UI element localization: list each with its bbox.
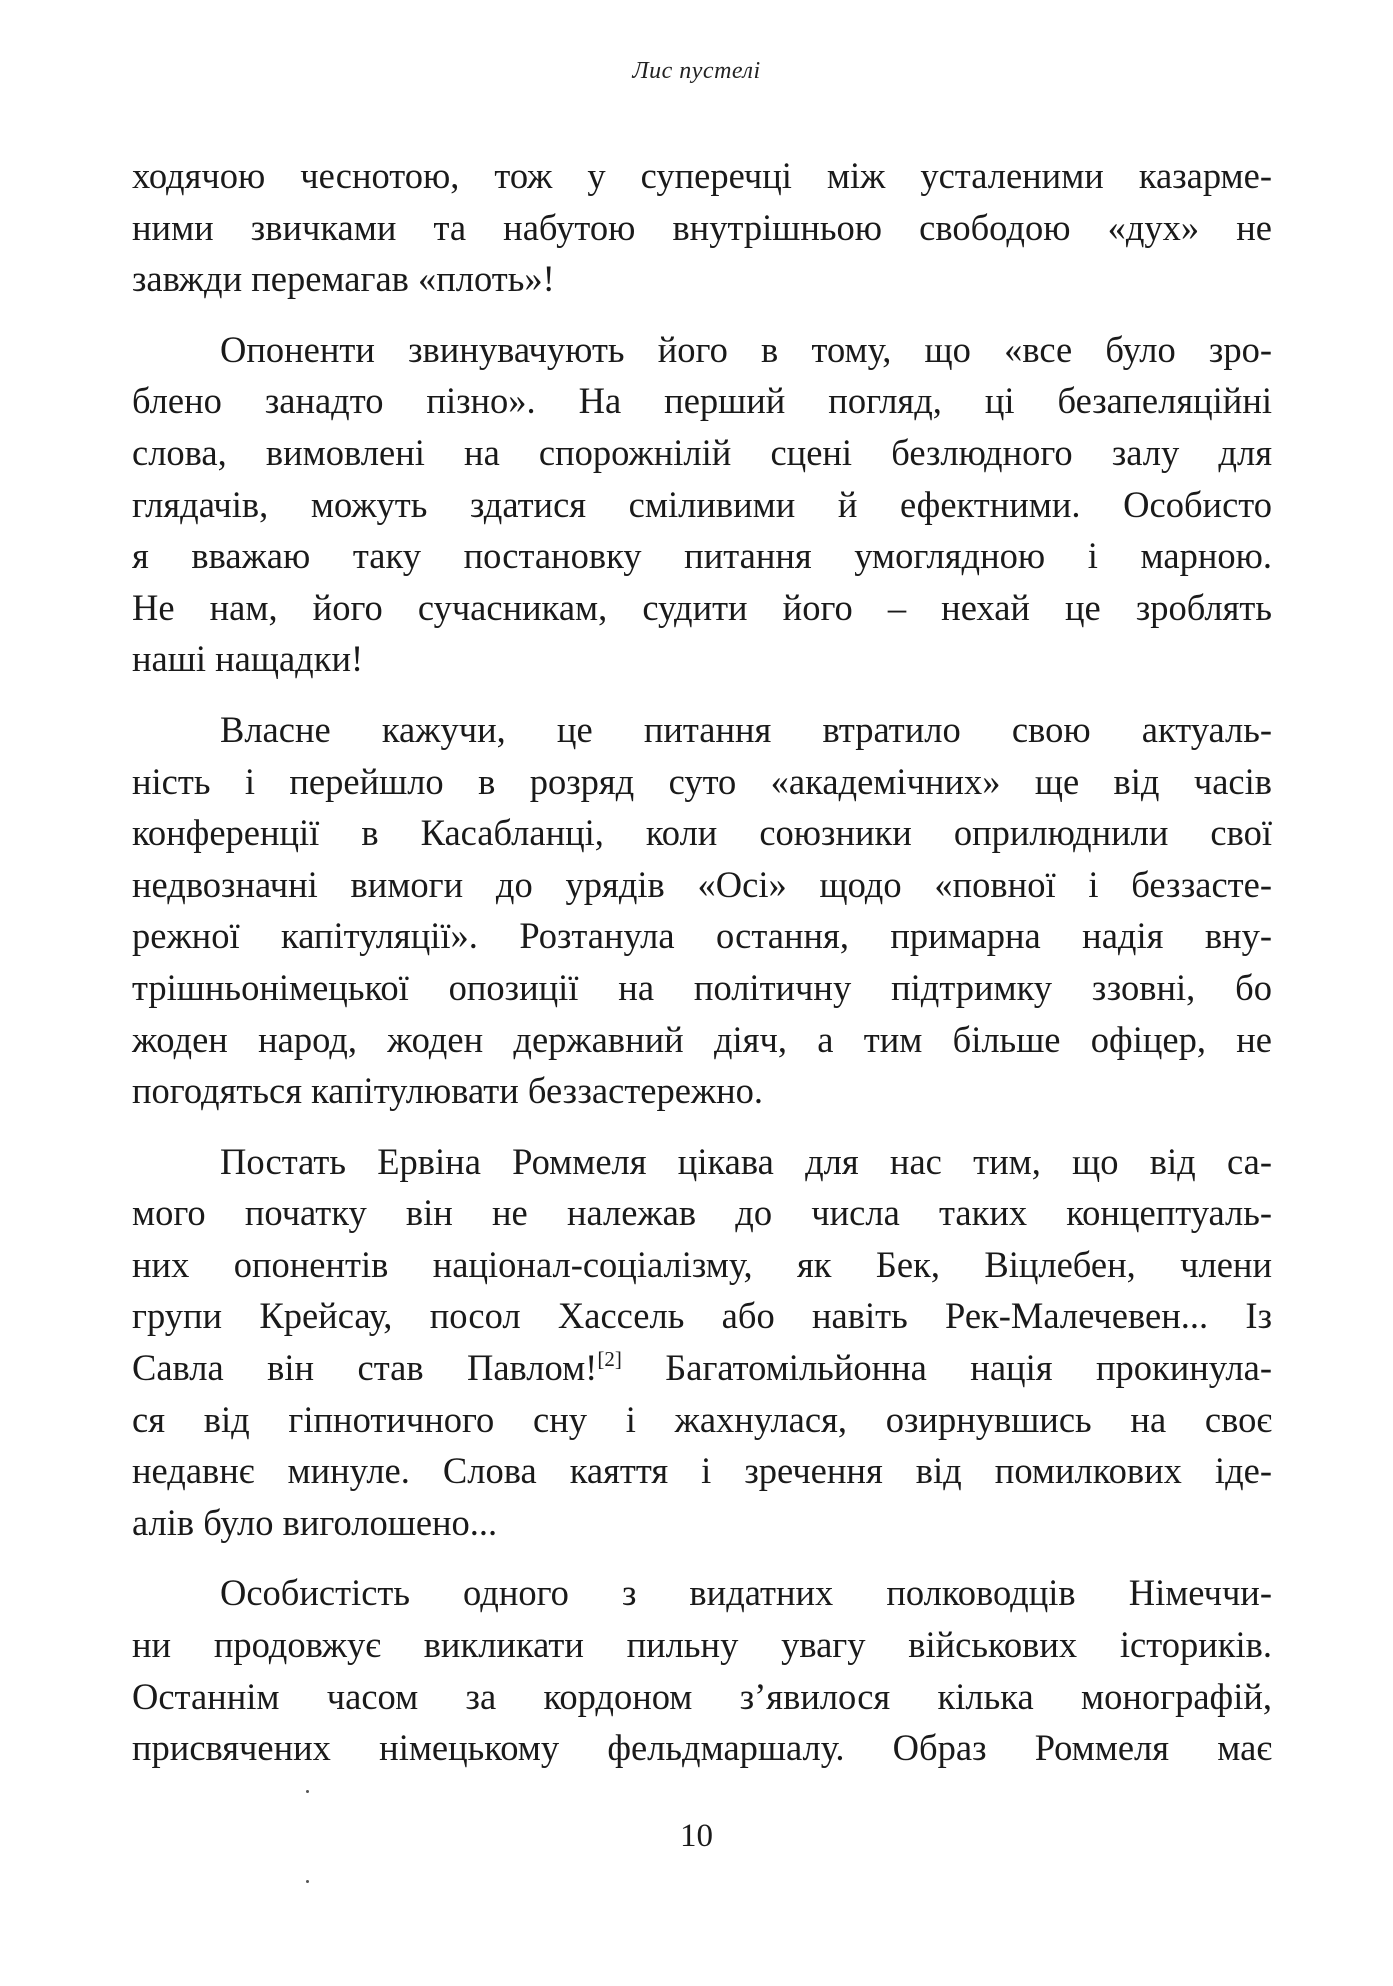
text-segment: Багатомільйонна нація прокинула- bbox=[621, 1347, 1272, 1389]
footnote-reference[interactable]: [2] bbox=[597, 1347, 622, 1372]
text-line: них опонентів націонал-соціалізму, як Бек, Віцлебен, члени bbox=[132, 1243, 1272, 1285]
text-line: недвозначні вимоги до урядів «Осі» щодо «повної і беззасте- bbox=[132, 863, 1272, 905]
scan-speck bbox=[306, 1790, 309, 1793]
text-line: наші нащадки! bbox=[132, 638, 364, 680]
text-line: завжди перемагав «плоть»! bbox=[132, 258, 555, 300]
paragraph bbox=[132, 1567, 1272, 1773]
text-line: Власне кажучи, це питання втратило свою актуаль- bbox=[220, 708, 1272, 750]
text-line: ни продовжує викликати пильну увагу військових істориків. bbox=[132, 1624, 1272, 1666]
paragraph bbox=[132, 704, 1272, 1117]
text-line: Постать Ервіна Роммеля цікава для нас тим, що від са- bbox=[220, 1140, 1272, 1182]
text-line: мого початку він не належав до числа таких концептуаль- bbox=[132, 1192, 1272, 1234]
paragraph bbox=[132, 1136, 1272, 1549]
text-line: алів було виголошено... bbox=[132, 1501, 498, 1543]
text-segment: Савла він став Павлом! bbox=[132, 1347, 598, 1389]
text-line: ність і перейшло в розряд суто «академічних» ще від часів bbox=[132, 760, 1272, 802]
text-line: присвячених німецькому фельдмаршалу. Образ Роммеля має bbox=[132, 1727, 1272, 1769]
text-line: погодяться капітулювати беззастережно. bbox=[132, 1070, 764, 1112]
text-line: глядачів, можуть здатися сміливими й ефектними. Особисто bbox=[132, 483, 1272, 525]
text-line: групи Крейсау, посол Хассель або навіть Рек-Малечевен... Із bbox=[132, 1295, 1272, 1337]
text-line: я вважаю таку постановку питання умоглядною і марною. bbox=[132, 535, 1272, 577]
paragraph bbox=[132, 150, 1272, 305]
text-line: Останнім часом за кордоном з’явилося кілька монографій, bbox=[132, 1675, 1272, 1717]
text-line: Опоненти звинувачують його в тому, що «все було зро- bbox=[220, 328, 1272, 370]
text-line-with-footnote bbox=[132, 1342, 1272, 1394]
text-line: Не нам, його сучасникам, судити його – нехай це зроблять bbox=[132, 586, 1272, 628]
text-line: жоден народ, жоден державний діяч, а тим більше офіцер, не bbox=[132, 1018, 1272, 1060]
text-line: блено занадто пізно». На перший погляд, ці безапеляційні bbox=[132, 380, 1272, 422]
text-line: ходячою чеснотою, тож у суперечці між усталеними казарме- bbox=[132, 155, 1272, 196]
text-line: режної капітуляції». Розтанула остання, примарна надія вну- bbox=[132, 915, 1272, 957]
text-line: Особистість одного з видатних полководців Німеччи- bbox=[220, 1572, 1272, 1614]
text-line: трішньонімецької опозиції на політичну підтримку ззовні, бо bbox=[132, 966, 1272, 1008]
text-line: ся від гіпнотичного сну і жахнулася, озирнувшись на своє bbox=[132, 1398, 1272, 1440]
running-header: Лис пустелі bbox=[632, 58, 761, 84]
body-text bbox=[132, 150, 1272, 1774]
scan-speck bbox=[306, 1880, 309, 1883]
text-line: конференції в Касабланці, коли союзники оприлюднили свої bbox=[132, 812, 1272, 854]
text-line: недавнє минуле. Слова каяття і зречення від помилкових іде- bbox=[132, 1450, 1272, 1492]
text-line: слова, вимовлені на спорожнілій сцені безлюдного залу для bbox=[132, 431, 1272, 473]
text-line: ними звичками та набутою внутрішньою свободою «дух» не bbox=[132, 206, 1272, 248]
paragraph bbox=[132, 324, 1272, 685]
page-number: 10 bbox=[680, 1818, 713, 1854]
